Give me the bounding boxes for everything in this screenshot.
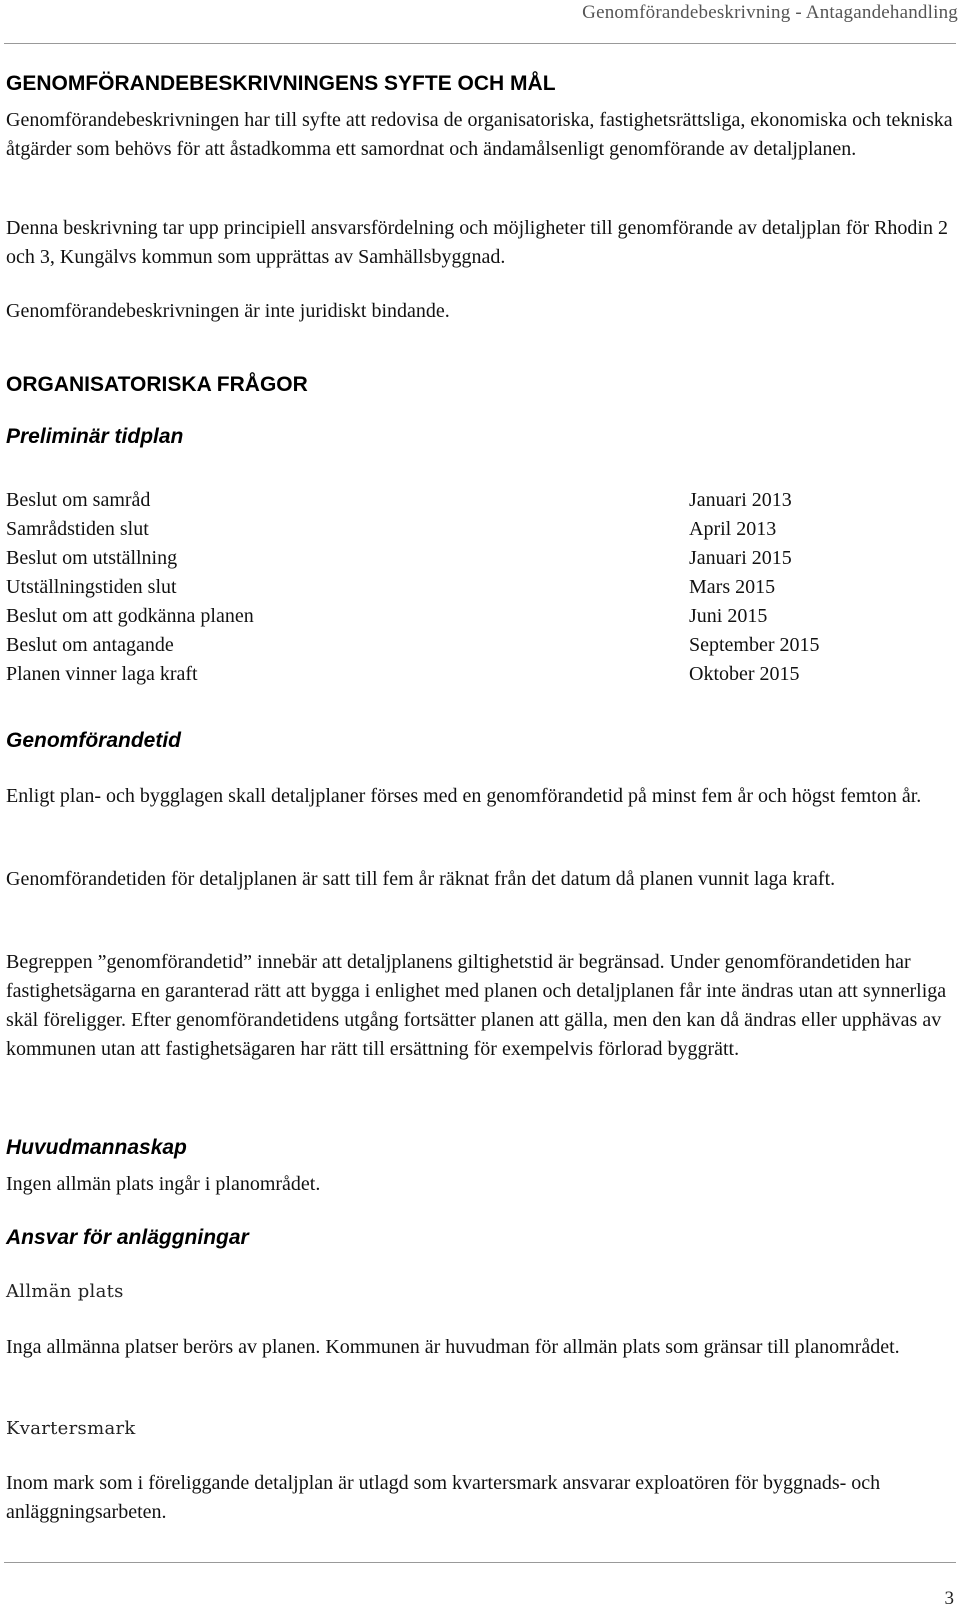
schedule-date: Juni 2015 — [689, 605, 768, 627]
schedule-activity: Planen vinner laga kraft — [6, 663, 198, 685]
subheading-huvudmannaskap: Huvudmannaskap — [6, 1136, 187, 1159]
page-number: 3 — [944, 1588, 954, 1609]
schedule-row — [6, 515, 906, 544]
schedule-activity: Samrådstiden slut — [6, 518, 149, 540]
label-kvartersmark: Kvartersmark — [6, 1418, 136, 1439]
paragraph-genomforandetid-3: Begreppen ”genomförandetid” innebär att detaljplanens giltighetstid är begränsad. Under genomförandetiden har fastighetsägarna en garanterad rätt att bygga i enlighet med planen och detaljplanen får inte ändras utan att synnerliga skäl föreligger. Efter genomförandetidens utgång fortsätter planen att gälla, men den kan då ändras eller upphävas av kommunen utan att fastighetsägaren har rätt till ersättning för exempelvis förlorad byggrätt. — [6, 951, 947, 1060]
schedule-row — [6, 486, 906, 515]
header-divider — [4, 43, 956, 44]
footer-divider — [4, 1562, 956, 1563]
paragraph-syfte-1: Genomförandebeskrivningen har till syfte att redovisa de organisatoriska, fastighetsrättsliga, ekonomiska och tekniska åtgärder som behövs för att åstadkomma ett samordnat och ändamålsenligt genomförande av detaljplanen. — [6, 109, 953, 160]
schedule-row — [6, 573, 906, 602]
paragraph-kvartersmark: Inom mark som i föreliggande detaljplan är utlagd som kvartersmark ansvarar exploatören för byggnads- och anläggningsarbeten. — [6, 1472, 881, 1523]
schedule-row — [6, 660, 906, 689]
subheading-tidplan: Preliminär tidplan — [6, 425, 184, 448]
section-heading-organisatoriska: ORGANISATORISKA FRÅGOR — [6, 373, 308, 396]
schedule-date: September 2015 — [689, 634, 820, 656]
schedule-row — [6, 631, 906, 660]
subheading-genomforandetid: Genomförandetid — [6, 729, 182, 752]
running-header: Genomförandebeskrivning - Antagandehandling — [582, 2, 958, 23]
schedule-activity: Utställningstiden slut — [6, 576, 177, 598]
schedule-activity: Beslut om samråd — [6, 489, 151, 511]
paragraph-genomforandetid-1: Enligt plan- och bygglagen skall detaljplaner förses med en genomförandetid på minst fem år och högst femton år. — [6, 785, 922, 807]
paragraph-syfte-3: Genomförandebeskrivningen är inte juridiskt bindande. — [6, 300, 450, 322]
subheading-ansvar: Ansvar för anläggningar — [6, 1226, 249, 1249]
schedule-row — [6, 544, 906, 573]
section-heading-syfte: GENOMFÖRANDEBESKRIVNINGENS SYFTE OCH MÅL — [6, 72, 556, 95]
schedule-date: April 2013 — [689, 518, 777, 540]
schedule-activity: Beslut om utställning — [6, 547, 178, 569]
schedule-date: Januari 2013 — [689, 489, 792, 511]
schedule-date: Oktober 2015 — [689, 663, 800, 685]
schedule-activity: Beslut om antagande — [6, 634, 174, 656]
schedule-activity: Beslut om att godkänna planen — [6, 605, 254, 627]
paragraph-allman-plats: Inga allmänna platser berörs av planen. Kommunen är huvudman för allmän plats som gränsar till planområdet. — [6, 1336, 900, 1358]
schedule-date: Mars 2015 — [689, 576, 776, 598]
schedule-row — [6, 602, 906, 631]
label-allman-plats: Allmän plats — [6, 1281, 124, 1302]
paragraph-huvudmannaskap: Ingen allmän plats ingår i planområdet. — [6, 1173, 321, 1195]
paragraph-genomforandetid-2: Genomförandetiden för detaljplanen är satt till fem år räknat från det datum då planen vunnit laga kraft. — [6, 868, 836, 890]
schedule-date: Januari 2015 — [689, 547, 792, 569]
paragraph-syfte-2: Denna beskrivning tar upp principiell ansvarsfördelning och möjligheter till genomförande av detaljplan för Rhodin 2 och 3, Kungälvs kommun som upprättas av Samhällsbyggnad. — [6, 217, 948, 268]
